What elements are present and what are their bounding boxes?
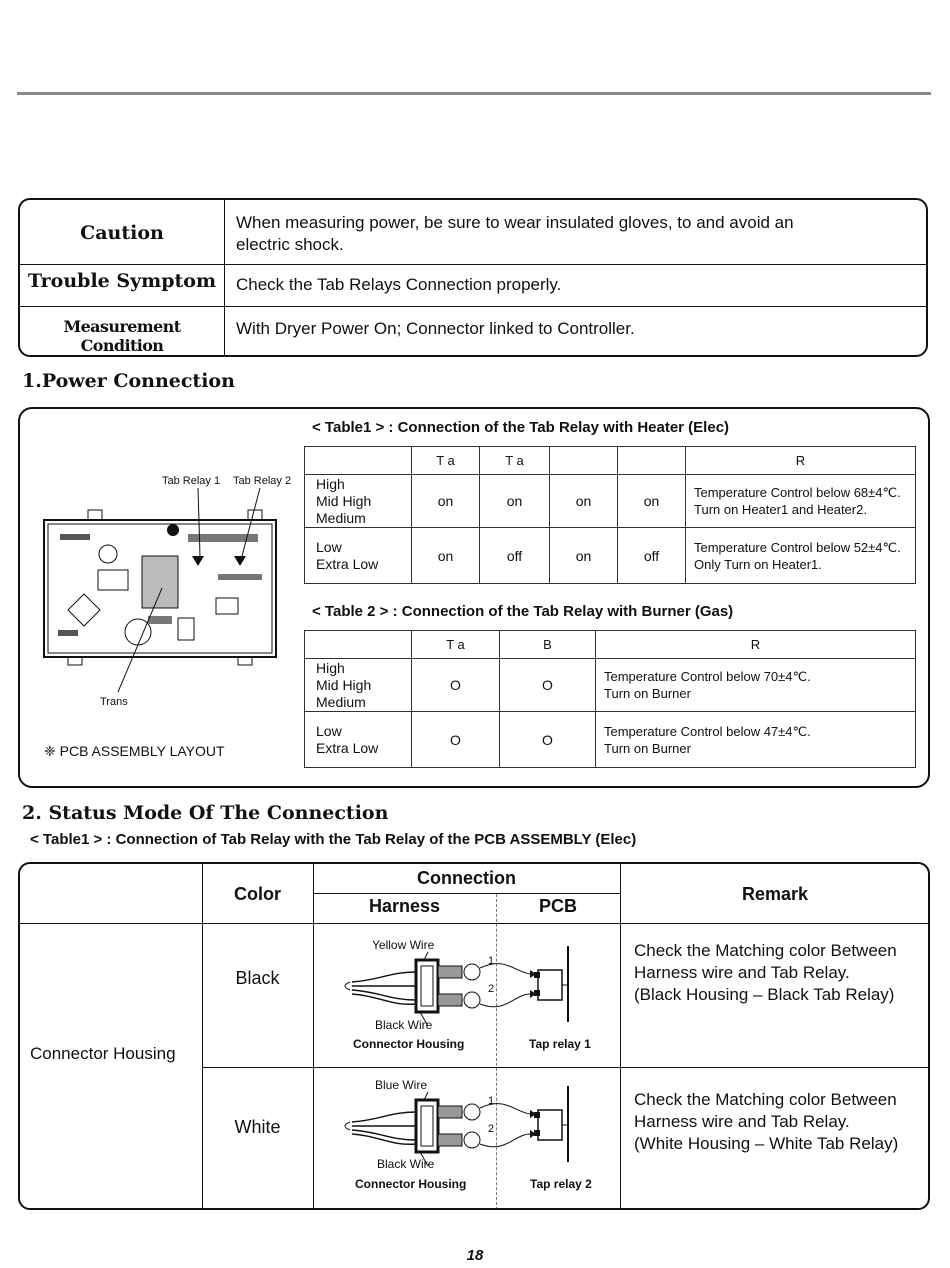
blue-wire-label: Blue Wire	[375, 1078, 428, 1092]
table1-header: T a	[480, 447, 550, 475]
color-white: White	[234, 1117, 281, 1137]
harness-header: Harness	[368, 896, 441, 916]
trans-label: Trans	[100, 696, 128, 708]
caution-text-line2: electric shock.	[236, 235, 344, 254]
relay-state: O	[412, 659, 500, 712]
black-wire-label: Black Wire	[375, 1018, 433, 1032]
remark-line: Check the Matching color Between	[634, 941, 897, 960]
pcb-assembly-diagram	[38, 470, 296, 710]
mode-line: Medium	[316, 509, 366, 526]
white-housing-wiring-diagram	[340, 1082, 580, 1182]
remark-cell	[686, 475, 916, 528]
remark-line: Harness wire and Tab Relay.	[634, 963, 850, 982]
remark-line: Turn on Burner	[604, 740, 691, 756]
relay-state: on	[550, 528, 618, 584]
mode-line: Low	[316, 538, 342, 555]
divider	[202, 864, 203, 1208]
divider	[20, 306, 926, 307]
divider	[20, 923, 928, 924]
table2-header: R	[596, 631, 916, 659]
relay-state: on	[412, 475, 480, 528]
table2-header	[305, 631, 412, 659]
caution-text-line1: When measuring power, be sure to wear insulated gloves, to and avoid an	[236, 213, 794, 232]
mode-line: High	[316, 659, 345, 676]
page-number: 18	[466, 1247, 484, 1264]
remark-header: Remark	[741, 884, 809, 904]
remark-line: Temperature Control below 47±4℃.	[604, 723, 811, 739]
remark-line: Harness wire and Tab Relay.	[634, 1112, 850, 1131]
measurement-condition-label: Measurement Condition	[63, 317, 181, 355]
remark-line: Temperature Control below 70±4℃.	[604, 669, 811, 684]
mode-line: Medium	[316, 693, 366, 710]
table1-caption: < Table1 > : Connection of the Tab Relay with Heater (Elec)	[312, 419, 730, 436]
table2-header: T a	[412, 631, 500, 659]
relay-state: off	[480, 528, 550, 584]
relay-state: on	[480, 475, 550, 528]
tap-relay-1-caption: Tap relay 1	[529, 1037, 591, 1051]
remark-line: (Black Housing – Black Tab Relay)	[634, 985, 895, 1004]
remark-line: Temperature Control below 52±4℃.	[694, 539, 901, 555]
table1-header: R	[686, 447, 916, 475]
connection-header: Connection	[417, 868, 516, 888]
table2-header: B	[500, 631, 596, 659]
heater-relay-table	[304, 446, 916, 584]
power-connection-title: 1.Power Connection	[22, 370, 235, 392]
mode-line: Mid High	[316, 492, 372, 509]
pcb-layout-caption: ❈ PCB ASSEMBLY LAYOUT	[44, 743, 225, 759]
connector-housing-label: Connector Housing	[30, 1044, 176, 1063]
remark-cell	[686, 528, 916, 584]
remark-line: Temperature Control below 68±4℃.	[694, 485, 901, 500]
remark-cell	[596, 659, 916, 712]
pcb-header: PCB	[538, 896, 577, 916]
relay-state: off	[618, 528, 686, 584]
divider	[20, 264, 926, 265]
pin-1-label: 1	[488, 955, 495, 967]
remark-white	[634, 1089, 898, 1155]
connector-housing-caption: Connector Housing	[353, 1037, 465, 1051]
pin-2-label: 2	[488, 983, 495, 995]
table1-header	[550, 447, 618, 475]
table1-header: T a	[412, 447, 480, 475]
remark-line: Only Turn on Heater1.	[694, 556, 822, 572]
remark-line: Turn on Heater1 and Heater2.	[694, 502, 867, 517]
remark-black	[634, 940, 897, 1006]
black-wire-label: Black Wire	[377, 1157, 435, 1171]
trouble-symptom-label: Trouble Symptom	[27, 270, 217, 292]
yellow-wire-label: Yellow Wire	[372, 938, 435, 952]
tap-relay-2-caption: Tap relay 2	[530, 1177, 592, 1191]
mode-line: Mid High	[316, 676, 372, 693]
tab-relay-2-label: Tab Relay 2	[233, 475, 292, 487]
table-row	[305, 475, 916, 528]
burner-relay-table	[304, 630, 916, 768]
mode-line: Low	[316, 722, 342, 739]
relay-state: O	[412, 712, 500, 768]
trouble-symptom-text: Check the Tab Relays Connection properly.	[236, 275, 562, 294]
relay-state: O	[500, 712, 596, 768]
color-black: Black	[235, 968, 280, 988]
remark-cell	[596, 712, 916, 768]
divider	[620, 864, 621, 1208]
caution-table	[18, 198, 928, 357]
mode-line: High	[316, 475, 345, 492]
remark-line: Turn on Burner	[604, 686, 691, 701]
relay-state: O	[500, 659, 596, 712]
mode-cell	[305, 475, 412, 528]
status-table-caption: < Table1 > : Connection of Tab Relay with the Tab Relay of the PCB ASSEMBLY (Elec)	[30, 831, 637, 848]
mode-line: Extra Low	[316, 739, 379, 756]
status-connection-table	[18, 862, 930, 1210]
divider	[313, 893, 620, 894]
relay-state: on	[412, 528, 480, 584]
caution-label: Caution	[80, 222, 164, 244]
color-header: Color	[234, 884, 281, 904]
mode-line: Extra Low	[316, 555, 379, 572]
status-mode-title: 2. Status Mode Of The Connection	[22, 802, 389, 824]
divider	[202, 1067, 930, 1068]
relay-state: on	[618, 475, 686, 528]
table-row	[305, 712, 916, 768]
mode-cell	[305, 659, 412, 712]
measurement-condition-text: With Dryer Power On; Connector linked to Controller.	[236, 319, 635, 338]
remark-line: Check the Matching color Between	[634, 1090, 897, 1109]
divider	[224, 200, 225, 355]
pin-1-label: 1	[488, 1095, 495, 1107]
mode-cell	[305, 528, 412, 584]
table1-header	[618, 447, 686, 475]
relay-state: on	[550, 475, 618, 528]
top-rule	[17, 92, 931, 95]
table-row	[305, 659, 916, 712]
remark-line: (White Housing – White Tab Relay)	[634, 1134, 899, 1153]
table1-header	[305, 447, 412, 475]
pin-2-label: 2	[488, 1123, 495, 1135]
table2-caption: < Table 2 > : Connection of the Tab Relay with Burner (Gas)	[312, 603, 734, 620]
tab-relay-1-label: Tab Relay 1	[162, 475, 221, 487]
table-row	[305, 528, 916, 584]
connector-housing-caption: Connector Housing	[355, 1177, 467, 1191]
mode-cell	[305, 712, 412, 768]
